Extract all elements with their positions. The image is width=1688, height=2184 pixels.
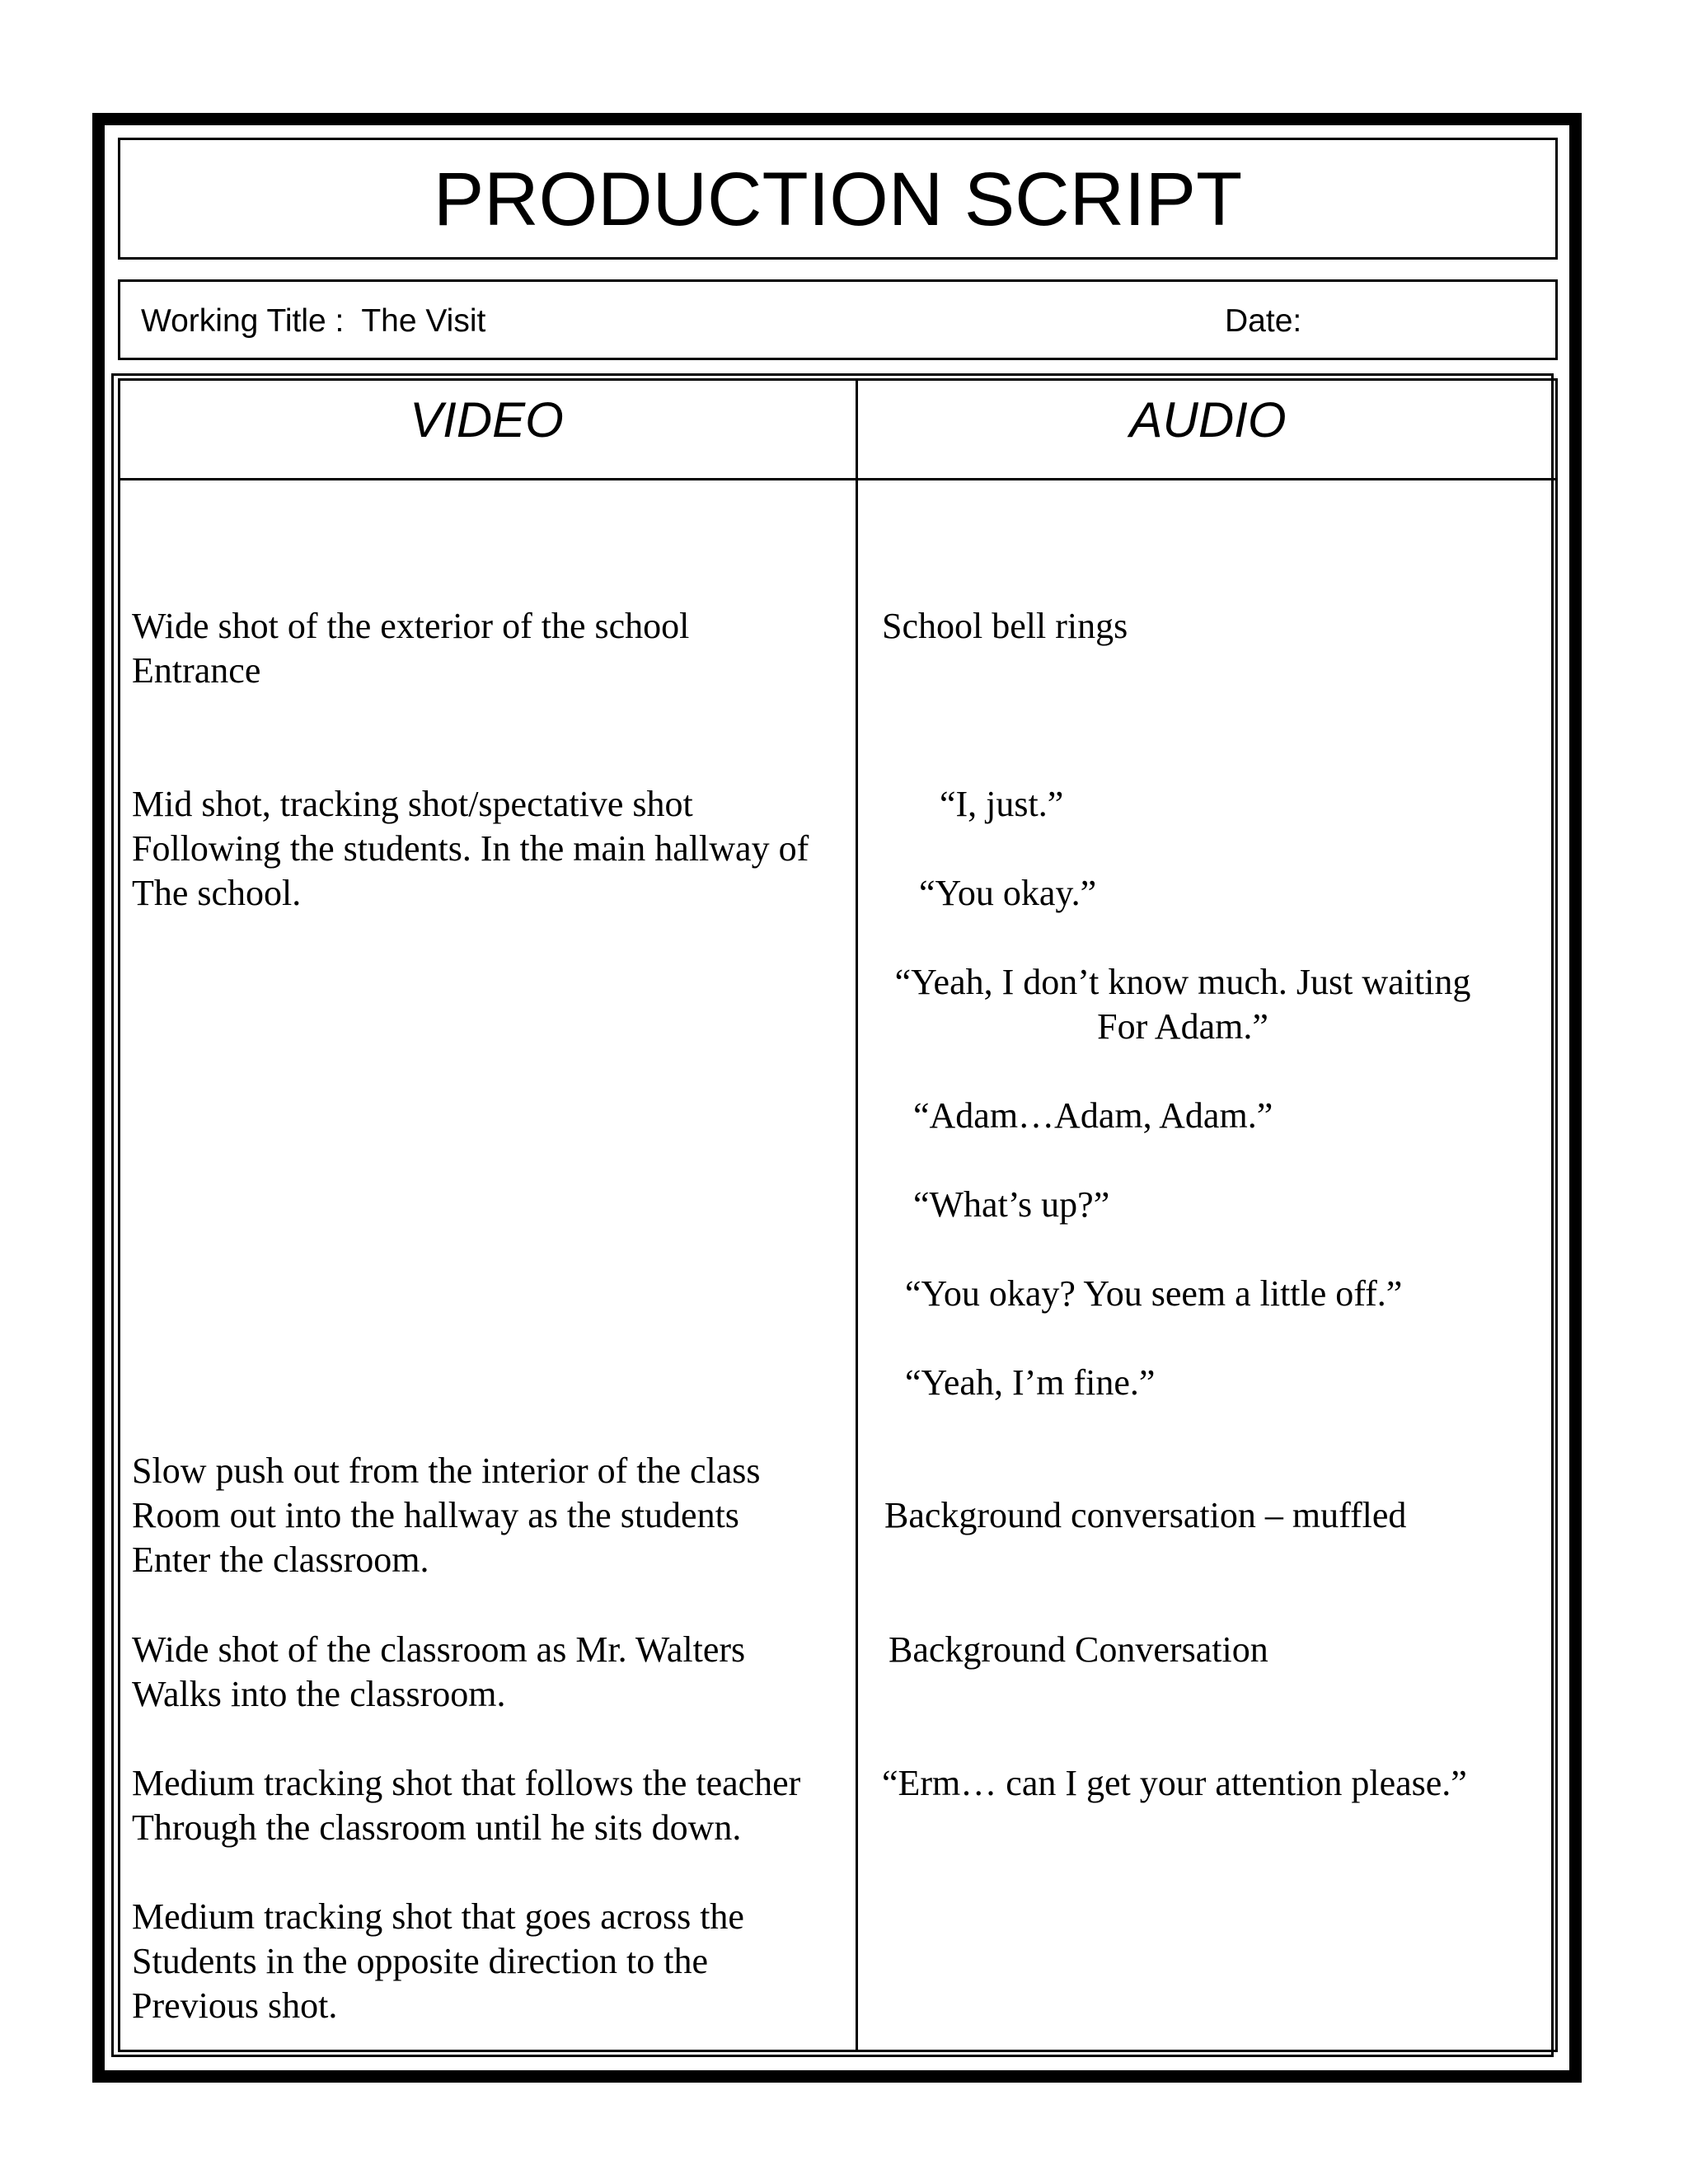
audio-cell: Background conversation – muffled xyxy=(884,1495,1407,1535)
audio-cell: “Adam…Adam, Adam.” xyxy=(913,1095,1273,1136)
date-label: Date: xyxy=(1225,303,1302,339)
audio-cell: Background Conversation xyxy=(889,1629,1268,1670)
audio-cell: “You okay.” xyxy=(919,873,1097,913)
audio-cell: “Yeah, I don’t know much. Just waiting For Adam.” xyxy=(894,962,1471,1047)
audio-cell: School bell rings xyxy=(882,606,1128,646)
video-column-header: VIDEO xyxy=(410,392,564,448)
audio-column-header: AUDIO xyxy=(1129,392,1287,448)
title-box xyxy=(118,138,1558,260)
audio-cell: “What’s up?” xyxy=(913,1184,1110,1225)
page-title: PRODUCTION SCRIPT xyxy=(433,157,1243,241)
audio-cell: “Yeah, I’m fine.” xyxy=(905,1362,1156,1403)
video-cell: Mid shot, tracking shot/spectative shot Following the students. In the main hallway of The school. xyxy=(132,784,809,913)
video-cell: Medium tracking shot that goes across the Students in the opposite direction to the Previous shot. xyxy=(132,1896,744,2026)
column-divider xyxy=(856,378,858,2052)
audio-cell: “I, just.” xyxy=(940,784,1064,824)
working-title: Working Title : The Visit xyxy=(141,303,486,339)
meta-box xyxy=(118,279,1558,360)
video-cell: Wide shot of the exterior of the school Entrance xyxy=(132,606,690,691)
video-cell: Wide shot of the classroom as Mr. Walters Walks into the classroom. xyxy=(132,1629,746,1714)
audio-cell: “You okay? You seem a little off.” xyxy=(905,1273,1403,1314)
audio-cell: “Erm… can I get your attention please.” xyxy=(882,1763,1467,1803)
video-cell: Slow push out from the interior of the class Room out into the hallway as the students Enter the classroom. xyxy=(132,1451,761,1580)
video-cell: Medium tracking shot that follows the teacher Through the classroom until he sits down. xyxy=(132,1763,801,1848)
